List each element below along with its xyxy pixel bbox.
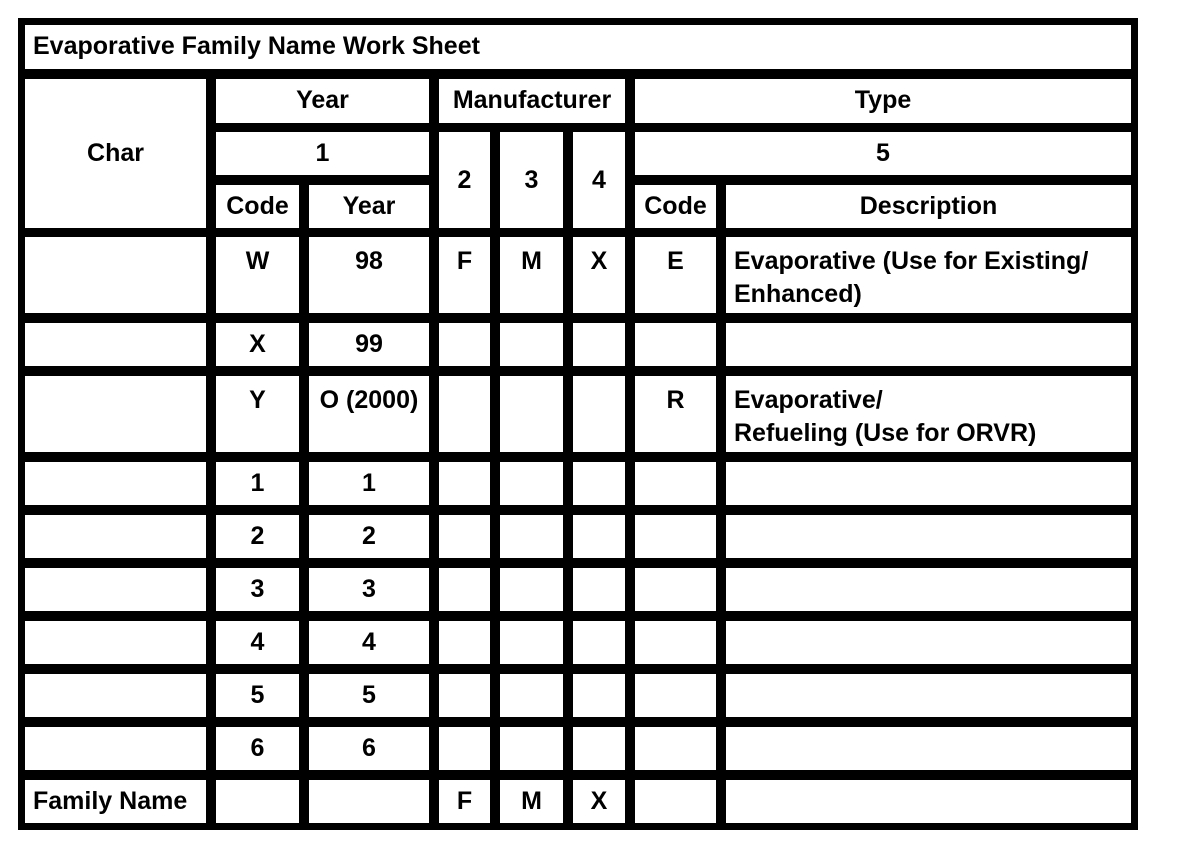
row-2-year-code: X xyxy=(216,323,299,366)
position-4-header: 4 xyxy=(573,132,625,228)
row-8-pos2 xyxy=(439,674,490,717)
row-9-pos3 xyxy=(500,727,563,770)
row-9-pos4 xyxy=(573,727,625,770)
row-6-year-code: 3 xyxy=(216,568,299,611)
row-6-year-value: 3 xyxy=(309,568,429,611)
type-group-header: Type xyxy=(635,79,1131,123)
family-name-pos3: M xyxy=(500,780,563,823)
year-group-header: Year xyxy=(216,79,429,123)
position-1-header: 1 xyxy=(216,132,429,175)
row-1-pos4: X xyxy=(573,237,625,313)
row-3-year-value: O (2000) xyxy=(309,376,429,452)
row-1-char xyxy=(25,237,206,313)
row-9-year-value: 6 xyxy=(309,727,429,770)
manufacturer-group-header: Manufacturer xyxy=(439,79,625,123)
row-1-pos2: F xyxy=(439,237,490,313)
row-1-description-line-2: Enhanced) xyxy=(734,280,862,308)
row-3-type-code: R xyxy=(635,376,716,452)
row-3-year-code: Y xyxy=(216,376,299,452)
row-4-type-code xyxy=(635,462,716,505)
type-description-header: Description xyxy=(726,185,1131,228)
row-4-pos4 xyxy=(573,462,625,505)
row-3-description xyxy=(726,376,1131,452)
row-2-char xyxy=(25,323,206,366)
row-1-year-value: 98 xyxy=(309,237,429,313)
row-6-pos4 xyxy=(573,568,625,611)
row-4-pos3 xyxy=(500,462,563,505)
family-name-year-value xyxy=(309,780,429,823)
row-9-pos2 xyxy=(439,727,490,770)
row-9-char xyxy=(25,727,206,770)
row-3-pos4 xyxy=(573,376,625,452)
row-7-year-code: 4 xyxy=(216,621,299,664)
row-5-pos3 xyxy=(500,515,563,558)
row-2-pos4 xyxy=(573,323,625,366)
row-2-pos3 xyxy=(500,323,563,366)
row-4-description xyxy=(726,462,1131,505)
row-8-type-code xyxy=(635,674,716,717)
row-9-type-code xyxy=(635,727,716,770)
family-name-type-code xyxy=(635,780,716,823)
row-5-year-code: 2 xyxy=(216,515,299,558)
row-7-description xyxy=(726,621,1131,664)
year-year-header: Year xyxy=(309,185,429,228)
row-7-char xyxy=(25,621,206,664)
row-8-pos4 xyxy=(573,674,625,717)
row-3-description-line-2: Refueling (Use for ORVR) xyxy=(734,419,1037,447)
position-5-header: 5 xyxy=(635,132,1131,175)
row-4-char xyxy=(25,462,206,505)
row-7-year-value: 4 xyxy=(309,621,429,664)
worksheet-title: Evaporative Family Name Work Sheet xyxy=(25,25,1131,69)
family-name-description xyxy=(726,780,1131,823)
row-3-pos3 xyxy=(500,376,563,452)
row-1-description xyxy=(726,237,1131,313)
row-5-year-value: 2 xyxy=(309,515,429,558)
row-9-year-code: 6 xyxy=(216,727,299,770)
family-name-year-code xyxy=(216,780,299,823)
row-9-description xyxy=(726,727,1131,770)
row-6-description xyxy=(726,568,1131,611)
row-1-year-code: W xyxy=(216,237,299,313)
row-3-char xyxy=(25,376,206,452)
row-8-year-code: 5 xyxy=(216,674,299,717)
row-8-year-value: 5 xyxy=(309,674,429,717)
row-8-pos3 xyxy=(500,674,563,717)
row-2-type-code xyxy=(635,323,716,366)
row-1-description-line-1: Evaporative (Use for Existing/ xyxy=(734,247,1089,275)
row-1-type-code: E xyxy=(635,237,716,313)
type-code-header: Code xyxy=(635,185,716,228)
row-5-description xyxy=(726,515,1131,558)
row-8-char xyxy=(25,674,206,717)
family-name-label: Family Name xyxy=(25,780,206,823)
row-4-year-value: 1 xyxy=(309,462,429,505)
position-2-header: 2 xyxy=(439,132,490,228)
row-4-year-code: 1 xyxy=(216,462,299,505)
row-3-pos2 xyxy=(439,376,490,452)
row-7-pos3 xyxy=(500,621,563,664)
family-name-pos2: F xyxy=(439,780,490,823)
row-2-pos2 xyxy=(439,323,490,366)
row-2-description xyxy=(726,323,1131,366)
row-4-pos2 xyxy=(439,462,490,505)
position-3-header: 3 xyxy=(500,132,563,228)
row-7-type-code xyxy=(635,621,716,664)
row-8-description xyxy=(726,674,1131,717)
row-2-year-value: 99 xyxy=(309,323,429,366)
row-3-description-line-1: Evaporative/ xyxy=(734,386,883,414)
year-code-header: Code xyxy=(216,185,299,228)
worksheet-table xyxy=(18,18,1138,830)
row-5-pos4 xyxy=(573,515,625,558)
row-6-char xyxy=(25,568,206,611)
row-5-type-code xyxy=(635,515,716,558)
family-name-pos4: X xyxy=(573,780,625,823)
char-header: Char xyxy=(25,79,206,228)
row-7-pos2 xyxy=(439,621,490,664)
row-6-type-code xyxy=(635,568,716,611)
row-6-pos3 xyxy=(500,568,563,611)
row-6-pos2 xyxy=(439,568,490,611)
row-5-pos2 xyxy=(439,515,490,558)
row-7-pos4 xyxy=(573,621,625,664)
row-5-char xyxy=(25,515,206,558)
row-1-pos3: M xyxy=(500,237,563,313)
